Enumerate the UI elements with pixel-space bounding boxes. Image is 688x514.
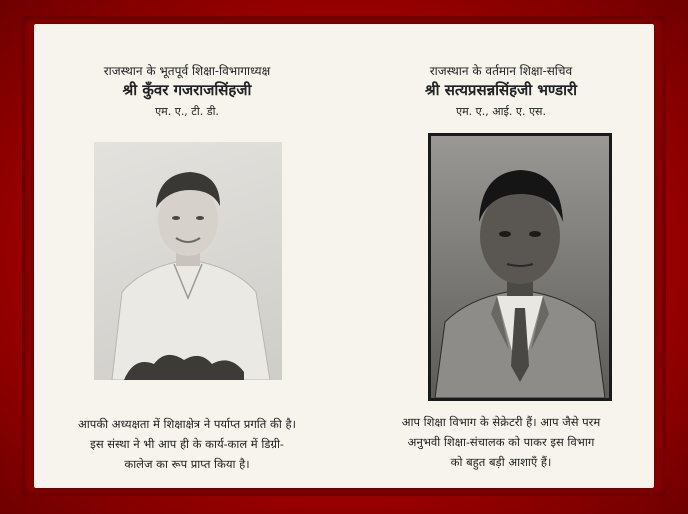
left-caption-line: कालेज का रूप प्राप्त किया है।: [124, 457, 250, 471]
right-caption-line: को बहुत बड़ी आशाएँ हैं।: [450, 455, 552, 469]
right-portrait-illustration: [431, 136, 609, 398]
left-name: श्री कुँवर गजराजसिंहजी: [122, 81, 252, 99]
left-caption-line: आपकी अध्यक्षता में शिक्षाक्षेत्र ने पर्याप्त प्रगति की है।: [78, 417, 296, 431]
right-caption-line: आप शिक्षा विभाग के सेक्रेटरी हैं। आप जैसे परम: [401, 415, 601, 429]
right-name: श्री सत्यप्रसन्नसिंहजी भण्डारी: [425, 81, 577, 99]
left-caption: [42, 414, 332, 474]
left-designation: राजस्थान के भूतपूर्व शिक्षा-विभागाध्यक्ष: [103, 64, 271, 78]
left-column: [42, 24, 332, 488]
right-caption-line: अनुभवी शिक्षा-संचालक को पाकर इस विभाग: [407, 435, 595, 449]
left-portrait-illustration: [94, 142, 282, 380]
left-portrait-photo: [94, 142, 282, 380]
left-caption-line: इस संस्था ने भी आप ही के कार्य-काल में डिग्री-: [90, 437, 284, 451]
right-degree: एम. ए., आई. ए. एस.: [456, 105, 546, 118]
right-designation: राजस्थान के वर्तमान शिक्षा-सचिव: [429, 64, 573, 78]
right-caption: [356, 412, 646, 472]
left-degree: एम. ए., टी. डी.: [155, 105, 219, 118]
right-column: [356, 24, 646, 488]
document-page: [34, 24, 654, 488]
right-portrait-photo: [428, 133, 612, 401]
